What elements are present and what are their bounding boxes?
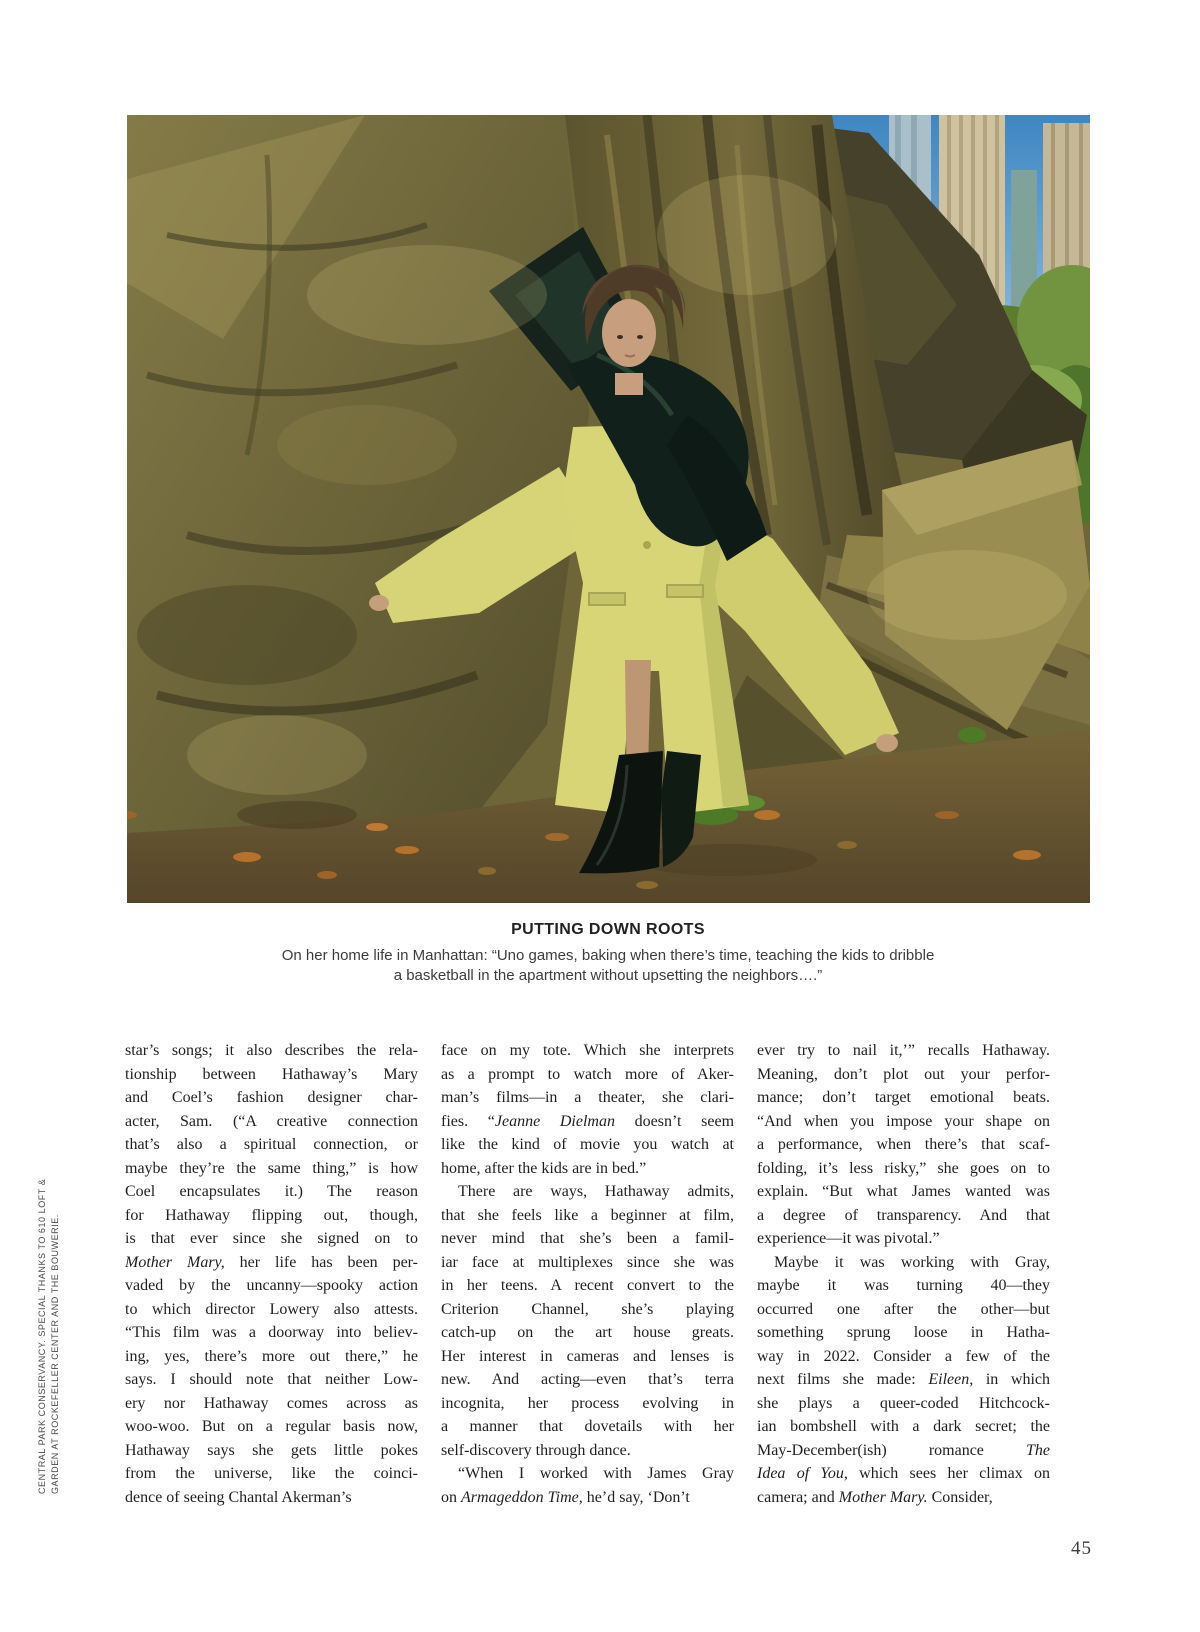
article-text-line: acter, Sam. (“A creative connection [125,1112,418,1130]
article-text-line: next films she made: Eileen, in which [757,1371,1051,1388]
page-number: 45 [1071,1538,1092,1559]
article-text-line: ever try to nail it,’” recalls Hathaway. [757,1042,1050,1059]
article-text-line: like the kind of movie you watch at [441,1136,734,1153]
article-text-line: in her teens. A recent convert to the [441,1277,734,1294]
article-text-line: “And when you impose your shape on [757,1112,1050,1130]
article-text-line: way in 2022. Consider a few of the [757,1347,1050,1365]
article-column-1 [125,1039,418,1509]
article-text-line: Maybe it was working with Gray, [774,1253,1050,1271]
coat-pocket [589,593,625,605]
coat-button [643,541,651,549]
article-text-line: ery nor Hathaway comes across as [125,1394,418,1412]
photo-caption [228,921,988,986]
article-column-3 [757,1039,1050,1509]
article-text-line: occurred one after the other—but [757,1300,1050,1318]
article-text-line: that she feels like a beginner at film, [441,1206,734,1224]
article-text-line: home, after the kids are in bed.” [441,1159,647,1177]
article-text-line: camera; and Mother Mary. Consider, [757,1488,993,1506]
article-text-line: for Hathaway flipping out, though, [125,1206,418,1224]
article-text-line: Criterion Channel, she’s playing [441,1300,734,1318]
article-text-line: that’s also a spiritual connection, or [125,1136,418,1153]
article-text-line: “This film was a doorway into believ- [125,1324,418,1341]
article-text-line: catch-up on the art house greats. [441,1324,734,1341]
article-text-line: Coel encapsulates it.) The reason [125,1183,418,1200]
article-text-line: Hathaway says she gets little pokes [125,1441,418,1459]
article-text-line: to which director Lowery also attests. [125,1300,418,1318]
article-text-line: tionship between Hathaway’s Mary [125,1065,418,1083]
article-text-line: never mind that she’s been a famil- [441,1230,734,1247]
article-text-line: a degree of transparency. And that [757,1206,1050,1224]
article-text-line: mance; don’t target emotional beats. [757,1089,1050,1106]
article-text-line: on Armageddon Time, he’d say, ‘Don’t [441,1488,690,1506]
right-hand [876,734,898,752]
article-text-line: is that ever since she signed on to [125,1230,418,1247]
article-text-line: Meaning, don’t plot out your perfor- [757,1065,1050,1083]
article-text-line: maybe it was turning 40—they [757,1277,1050,1294]
article-text-line: as a prompt to watch more of Aker- [441,1065,734,1083]
article-text-line: maybe they’re the same thing,” is how [125,1159,418,1177]
article-text-line: There are ways, Hathaway admits, [458,1183,734,1200]
credit-line-2: GARDEN AT ROCKEFELLER CENTER AND THE BOUWERIE. [49,1214,60,1494]
article-text-line: explain. “But what James wanted was [757,1183,1050,1200]
article-text-line: new. And acting—even that’s terra [441,1371,734,1388]
article-text-line: self-discovery through dance. [441,1441,631,1459]
article-text-line: says. I should note that neither Low- [125,1371,418,1388]
article-text-line: man’s films—in a theater, she clari- [441,1089,734,1106]
article-text-line: she plays a queer-coded Hitchcock- [757,1394,1050,1412]
article-text-line: a performance, when there’s that scaf- [757,1136,1050,1153]
article-text-line: experience—it was pivotal.” [757,1230,940,1247]
article-text-line: and Coel’s fashion designer char- [125,1089,418,1106]
article-text-line: dence of seeing Chantal Akerman’s [125,1488,352,1506]
article-text-line: from the universe, like the coinci- [125,1465,418,1482]
article-text-line: star’s songs; it also describes the rela- [125,1042,418,1059]
caption-line-1: On her home life in Manhattan: “Uno games, baking when there’s time, teaching the kids to dribble [281,947,935,964]
caption-line-2: a basketball in the apartment without upsetting the neighbors….” [393,967,823,984]
article-text-line: folding, it’s less risky,” she goes on to [757,1159,1050,1177]
article-text-line: fies. “Jeanne Dielman doesn’t seem [441,1112,735,1130]
article-text-line: Idea of You, which sees her climax on [757,1465,1050,1482]
article-text-line: ing, yes, there’s more out there,” he [125,1347,418,1365]
article-columns [125,1039,1050,1509]
article-text-line: incognita, her process evolving in [441,1394,734,1412]
article-text-line: woo-woo. But on a regular basis now, [125,1418,418,1435]
article-text-line: a manner that dovetails with her [441,1418,734,1435]
left-hand [369,595,389,611]
article-text-line: Mother Mary, her life has been per- [125,1253,419,1271]
coat-pocket [667,585,703,597]
credit-line-1: CENTRAL PARK CONSERVANCY. SPECIAL THANKS TO 610 LOFT & [37,1178,47,1494]
article-text-line: face on my tote. Which she interprets [441,1042,734,1059]
photo-illustration [127,115,1090,903]
photo-credit-vertical [36,1112,61,1494]
caption-title: PUTTING DOWN ROOTS [511,921,705,938]
article-column-2 [441,1039,734,1509]
article-text-line: iar face at multiplexes since she was [441,1253,734,1271]
article-text-line: something sprung loose in Hatha- [757,1324,1050,1341]
feature-photo [127,115,1090,903]
article-text-line: Her interest in cameras and lenses is [441,1347,734,1365]
article-text-line: vaded by the uncanny—spooky action [125,1277,418,1294]
article-text-line: ian bombshell with a dark secret; the [757,1418,1050,1435]
article-text-line: “When I worked with James Gray [458,1465,734,1482]
article-text-line: May-December(ish) romance The [757,1441,1050,1459]
